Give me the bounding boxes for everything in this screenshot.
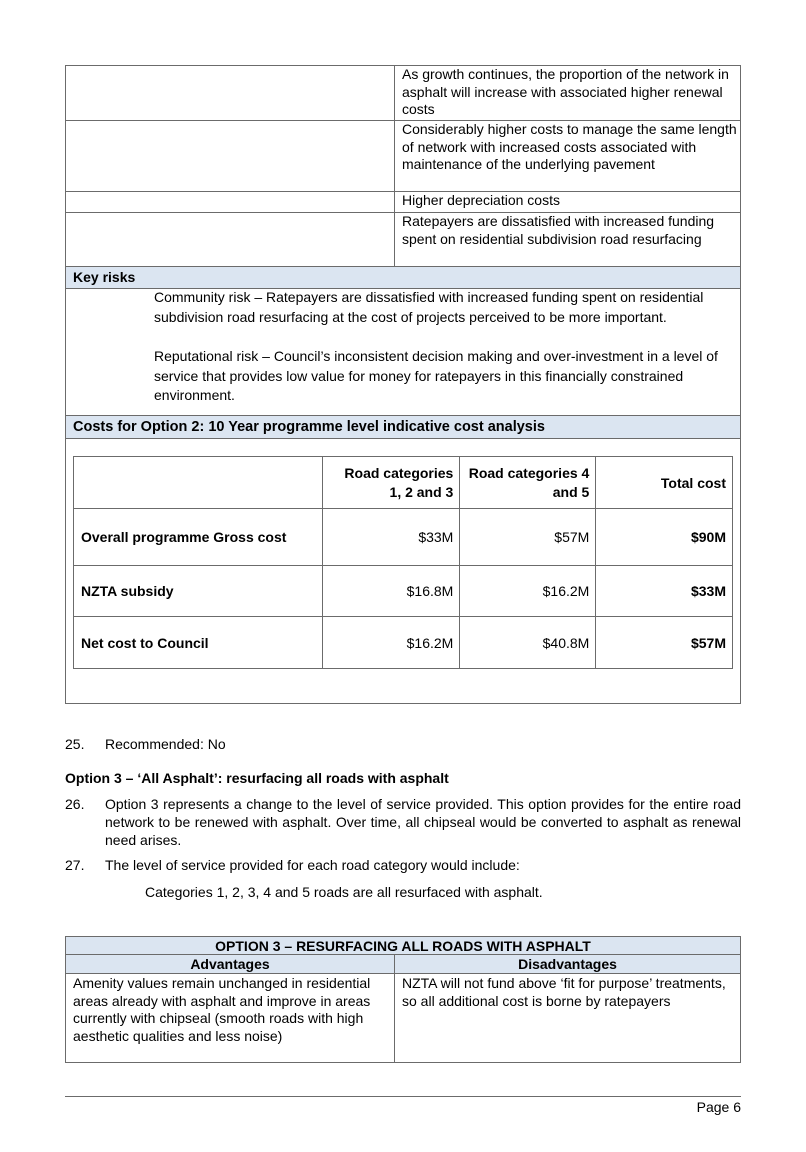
- footer-rule: [65, 1096, 741, 1097]
- table-row: Ratepayers are dissatisfied with increased funding spent on residential subdivision road resurfacing: [402, 213, 715, 247]
- table-row: Considerably higher costs to manage the same length of network with increased costs associated with maintenance of the underlying pavement: [402, 121, 737, 172]
- paragraph-number: 27.: [65, 857, 85, 873]
- option3-table-title: OPTION 3 – RESURFACING ALL ROADS WITH ASPHALT: [66, 937, 740, 955]
- option3-table: [65, 936, 741, 1063]
- cost-header: Road categories 1, 2 and 3: [323, 457, 460, 509]
- key-risks-box: [65, 288, 741, 416]
- disadvantage-item: NZTA will not fund above ‘fit for purpose’ treatments, so all additional cost is borne by ratepayers: [402, 975, 726, 1009]
- disadvantages-continued-table: [65, 65, 741, 267]
- paragraph-number: 25.: [65, 736, 85, 752]
- recommendation-text: Recommended: No: [105, 736, 226, 752]
- table-row: Higher depreciation costs: [402, 192, 560, 208]
- table-row: NZTA subsidy $16.8M $16.2M $33M: [74, 566, 733, 617]
- cost-header: Total cost: [596, 457, 733, 509]
- paragraph-text: Option 3 represents a change to the level of service provided. This option provides for the entire road network to be renewed with asphalt. Over time, all chipseal would be converted to asphalt as renewal need arises.: [105, 796, 741, 848]
- cost-header: Road categories 4 and 5: [460, 457, 596, 509]
- page-number: Page 6: [696, 1099, 741, 1115]
- advantages-heading: Advantages: [66, 955, 394, 974]
- list-item: Categories 1, 2, 3, 4 and 5 roads are all resurfaced with asphalt.: [145, 884, 543, 900]
- paragraph-number: 26.: [65, 796, 85, 812]
- disadvantages-heading: Disadvantages: [395, 955, 740, 974]
- table-row: Overall programme Gross cost $33M $57M $90M: [74, 509, 733, 566]
- option3-heading: Option 3 – ‘All Asphalt’: resurfacing all roads with asphalt: [65, 770, 449, 786]
- list-item: Community risk – Ratepayers are dissatisfied with increased funding spent on residential subdivision road resurfacing at the cost of projects perceived to be more important.: [154, 289, 704, 325]
- list-item: Reputational risk – Council’s inconsistent decision making and over-investment in a level of service that provides low value for money for ratepayers in this financially constrained environment.: [154, 348, 718, 403]
- key-risks-heading: Key risks: [65, 266, 741, 289]
- cost-analysis-table: [73, 456, 733, 669]
- costs-heading: Costs for Option 2: 10 Year programme level indicative cost analysis: [65, 415, 741, 439]
- paragraph-text: The level of service provided for each road category would include:: [105, 857, 520, 873]
- advantage-item: Amenity values remain unchanged in residential areas already with asphalt and improve in areas currently with chipseal (smooth roads with high aesthetic qualities and less noise): [73, 975, 371, 1044]
- cost-header-empty: [74, 457, 323, 509]
- table-row: As growth continues, the proportion of the network in asphalt will increase with associated higher renewal costs: [402, 66, 729, 117]
- table-row: Net cost to Council $16.2M $40.8M $57M: [74, 617, 733, 669]
